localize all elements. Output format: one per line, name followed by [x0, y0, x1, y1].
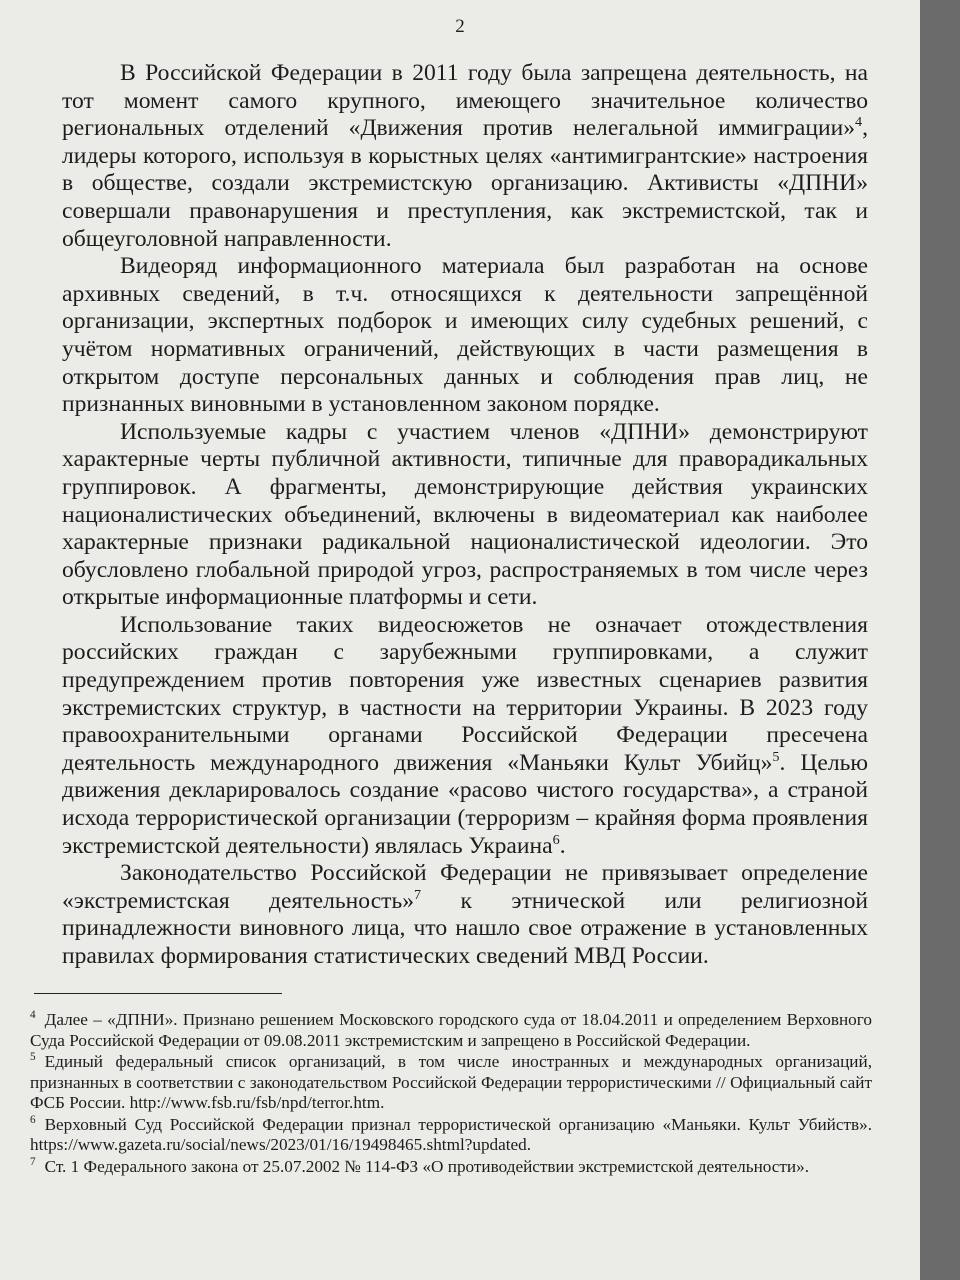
footnotes [30, 1010, 872, 1178]
paragraph-4 [62, 612, 868, 860]
footnote-4 [30, 1010, 872, 1051]
paragraph-5-text-a: Законодательство Российской Федерации не привязывает определение «экстремистская деятельность» [62, 860, 868, 914]
footnote-mark: 5 [30, 1051, 36, 1064]
paragraph-1-text-b: , лидеры которого, используя в корыстных целях «антимигрантские» настроения в обществе, создали экстремистскую организацию. Активисты «ДПНИ» совершали правонарушения и преступления, как экстремистской, так и общеуголовной направленности. [62, 115, 868, 252]
footnote-ref-4: 4 [855, 114, 863, 131]
paragraph-4-text-c: . [559, 832, 566, 859]
paragraph-2: Видеоряд информационного материала был разработан на основе архивных сведений, в т.ч. относящихся к деятельности запрещённой организации, экспертных подборок и имеющих силу судебных решений, с учётом нормативных ограничений, действующих в части размещения в открытом доступе персональных данных и соблюдения прав лиц, не признанных виновными в установленном законом порядке. [62, 253, 868, 418]
paragraph-5 [62, 860, 868, 970]
footnote-6 [30, 1115, 872, 1156]
footnote-mark: 4 [30, 1009, 36, 1022]
paragraph-4-text-a: Использование таких видеосюжетов не означает отождествления российских граждан с зарубежными группировками, а служит предупреждением против повторения уже известных сценариев развития экстремистских структур, в частности на территории Украины. В 2023 году правоохранительными органами Российской Федерации пресечена деятельность международного движения «Маньяки Культ Убийц» [62, 611, 868, 776]
footnote-text: Единый федеральный список организаций, в том числе иностранных и международных организаций, признанных в соответствии с законодательством Российской Федерации террористическими // Официальный сайт ФСБ России. http://www.fsb.ru/fsb/npd/terror.htm. [30, 1052, 872, 1112]
footnote-separator [34, 993, 282, 994]
paragraph-4-text-b: . Целью движения декларировалось создание «расово чистого государства», а страной исхода террористической организации (терроризм – крайняя форма проявления экстремистской деятельности) являлась Украина [62, 749, 868, 859]
body-text [62, 60, 868, 971]
footnote-5 [30, 1052, 872, 1114]
footnote-text: Ст. 1 Федерального закона от 25.07.2002 № 114-ФЗ «О противодействии экстремистской деятельности». [44, 1156, 810, 1176]
page-number: 2 [455, 16, 465, 37]
footnote-text: Далее – «ДПНИ». Признано решением Московского городского суда от 18.04.2011 и определением Верховного Суда Российской Федерации от 09.08.2011 экстремистским и запрещено в Российской Федерации. [30, 1010, 872, 1050]
paragraph-1-text-a: В Российской Федерации в 2011 году была запрещена деятельность, на тот момент самого крупного, имеющего значительное количество региональных отделений «Движения против нелегальной иммиграции» [62, 60, 868, 142]
footnote-ref-5: 5 [772, 748, 780, 765]
paragraph-1 [62, 60, 868, 253]
footnote-ref-6: 6 [552, 831, 560, 848]
footnote-mark: 6 [30, 1113, 36, 1126]
footnote-ref-7: 7 [414, 886, 422, 903]
footnote-7 [30, 1157, 872, 1178]
footnote-mark: 7 [30, 1155, 36, 1168]
paragraph-5-text-b: к этнической или религиозной принадлежности виновного лица, что нашло свое отражение в установленных правилах формирования статистических сведений МВД России. [62, 887, 869, 969]
footnote-text: Верховный Суд Российской Федерации признал террористической организацию «Маньяки. Культ Убийств». https://www.gazeta.ru/social/news/2023/01/16/19498465.shtml?updated. [30, 1114, 872, 1154]
paragraph-3: Используемые кадры с участием членов «ДПНИ» демонстрируют характерные черты публичной активности, типичные для праворадикальных группировок. А фрагменты, демонстрирующие действия украинских националистических объединений, включены в видеоматериал как наиболее характерные признаки радикальной националистической идеологии. Это обусловлено глобальной природой угроз, распространяемых в том числе через открытые информационные платформы и сети. [62, 418, 868, 611]
